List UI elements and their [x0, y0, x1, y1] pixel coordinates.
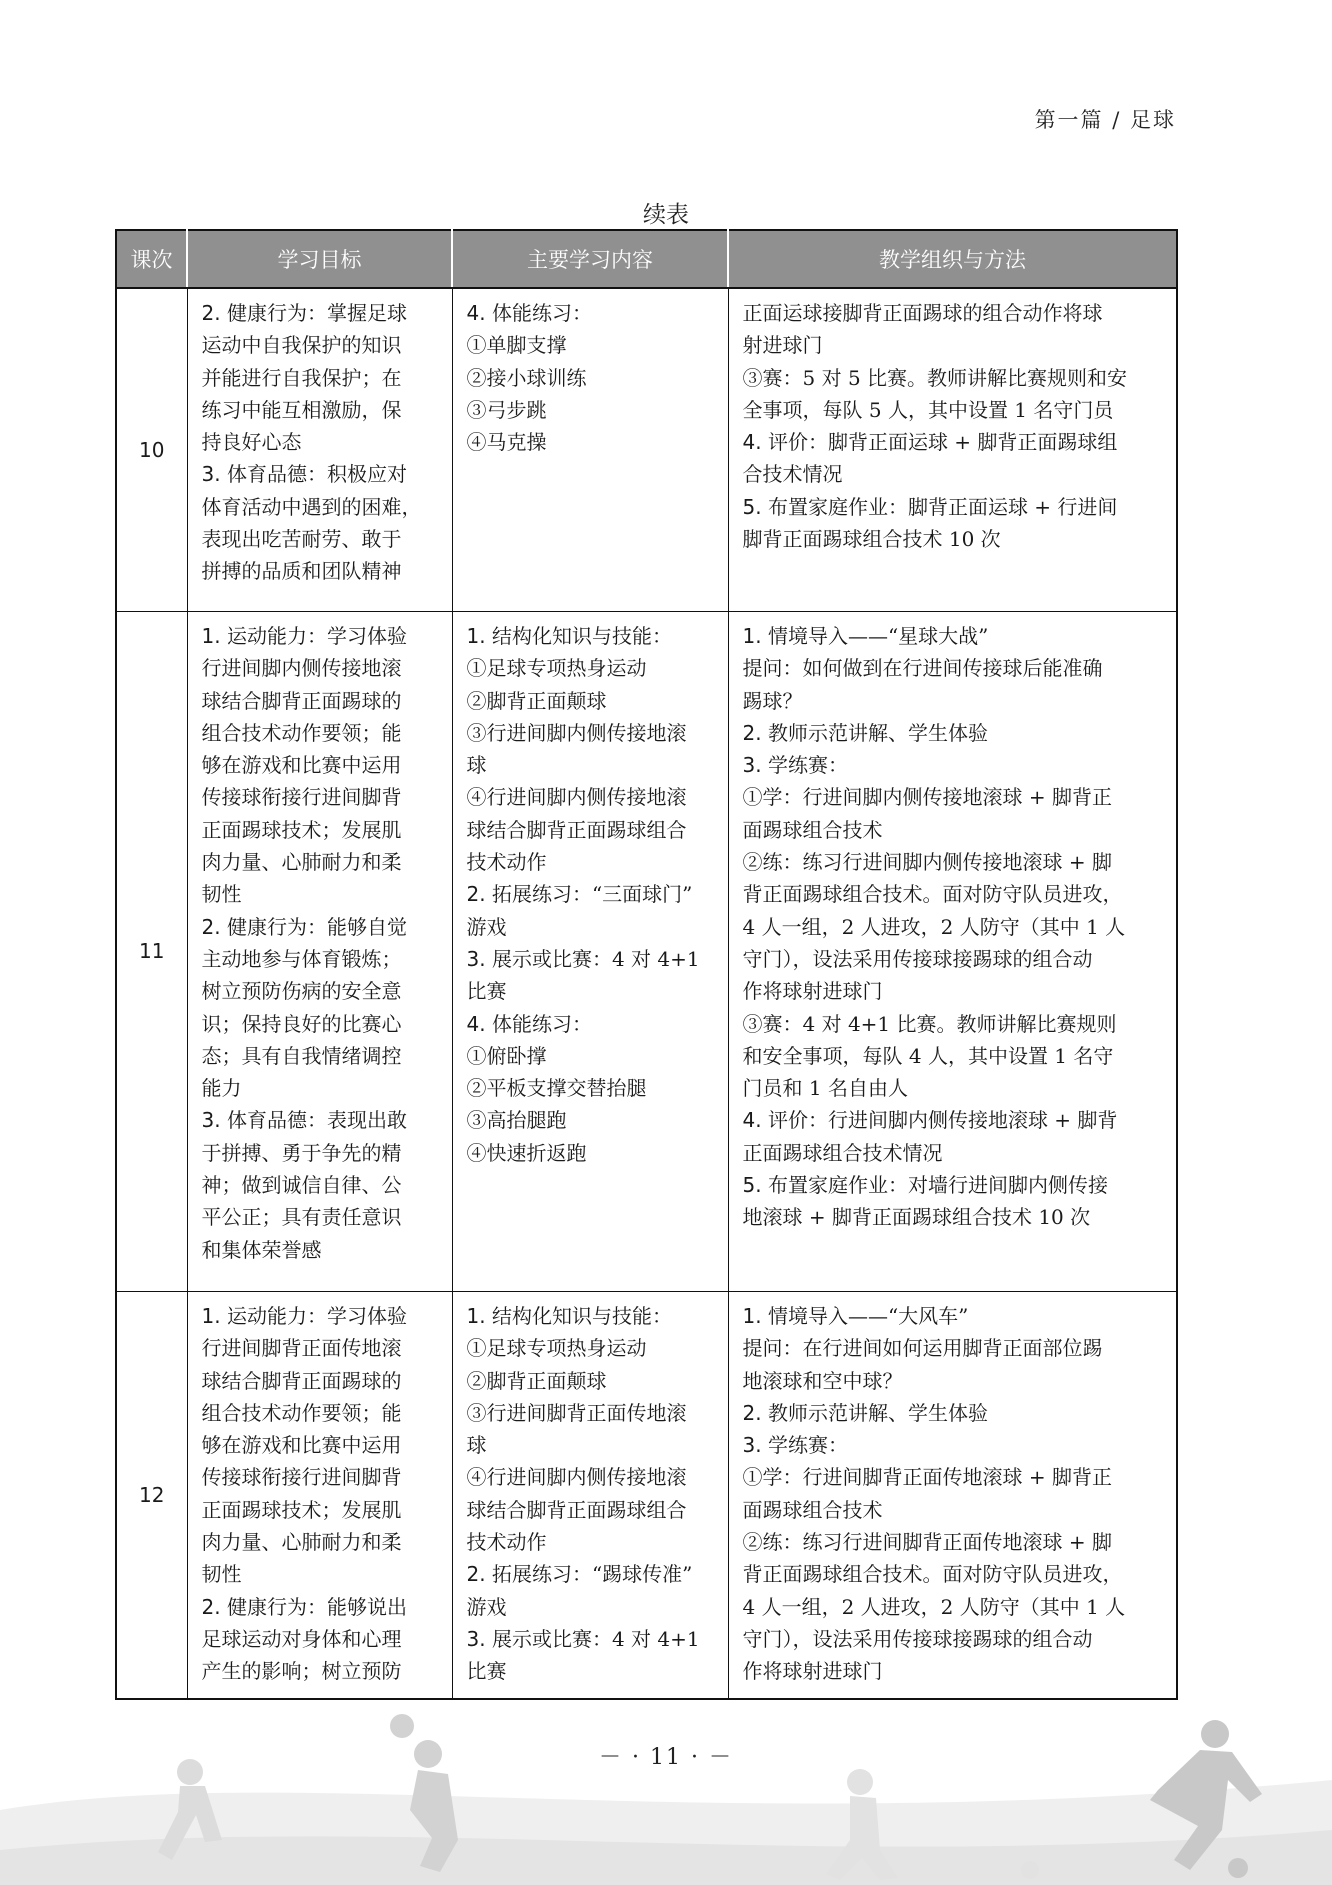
cell-text-line: [743, 491, 1167, 523]
cell-text-line: [743, 297, 1167, 329]
item-text: 4 人一组，2 人进攻，2 人防守（其中 1 人: [742, 1594, 1126, 1619]
item-text: 球结合脚背正面踢球组合: [466, 1497, 687, 1522]
cell-text-line: [202, 1526, 442, 1558]
item-text: 运动中自我保护的知识: [201, 333, 402, 358]
item-text: 体育活动中遇到的困难，: [201, 494, 422, 519]
item-text: 持良好心态: [201, 430, 302, 455]
page-number: － · 11 · －: [599, 1745, 733, 1770]
item-text: 够在游戏和比赛中运用: [201, 753, 402, 778]
item-text: ③行进间脚背正面传地滚: [466, 1400, 687, 1425]
item-label: 2. 健康行为: [201, 1594, 307, 1619]
item-text: ：学习体验: [306, 624, 407, 648]
methods-cell: [728, 288, 1177, 612]
item-text: ：能够自觉: [306, 914, 407, 939]
item-text: 于拼搏、勇于争先的精: [201, 1140, 402, 1165]
cell-text-line: [202, 1655, 442, 1687]
cell-text-line: [743, 943, 1167, 975]
table-caption: 续表: [643, 202, 689, 228]
cell-text-line: [467, 878, 718, 910]
cell-text-line: [467, 394, 718, 426]
item-label: 3. 体育品德: [201, 1108, 307, 1133]
item-label: 2. 教师示范讲解、学生体验: [742, 720, 988, 745]
item-text: ：表现出敢: [306, 1108, 407, 1133]
item-text: 练习中能互相激励，保: [201, 397, 402, 422]
item-text: ②接小球训练: [466, 365, 587, 390]
cell-text-line: [202, 943, 442, 975]
item-text: 主动地参与体育锻炼；: [201, 946, 402, 971]
cell-text-line: [467, 1526, 718, 1558]
item-text: ：: [651, 1304, 672, 1328]
item-text: 技术动作: [466, 1530, 547, 1555]
item-text: ——“星球大战”: [847, 624, 989, 648]
cell-text-line: [202, 491, 442, 523]
item-text: 韧性: [201, 1562, 242, 1587]
item-text: 面踢球组合技术: [742, 817, 883, 842]
cell-text-line: [467, 1623, 718, 1655]
item-text: ：“三面球门”: [571, 882, 693, 907]
methods-cell: [728, 612, 1177, 1292]
cell-text-line: [202, 1365, 442, 1397]
cell-text-line: [743, 426, 1167, 458]
cell-text-line: [467, 1040, 718, 1072]
cell-text-line: [202, 1104, 442, 1136]
table-row: [116, 1292, 1177, 1700]
item-text: 神；做到诚信自律、公: [201, 1173, 402, 1198]
item-text: ：: [827, 753, 848, 778]
item-text: ④快速折返跑: [466, 1140, 587, 1165]
cell-text-line: [202, 1300, 442, 1332]
cell-text-line: [202, 1169, 442, 1201]
methods-cell: [728, 1292, 1177, 1700]
cell-text-line: [743, 620, 1167, 652]
lesson-number-cell: 12: [116, 1292, 187, 1700]
item-text: ：掌握足球: [306, 301, 407, 325]
item-text: ：4 对 4+1: [591, 1626, 700, 1651]
cell-text-line: [743, 717, 1167, 749]
footer-football-silhouettes: [0, 1690, 1332, 1885]
cell-text-line: [202, 1623, 442, 1655]
cell-text-line: [202, 1397, 442, 1429]
cell-text-line: [467, 749, 718, 781]
item-text: 作将球射进球门: [742, 979, 883, 1004]
cell-text-line: [743, 1461, 1167, 1493]
item-text: 地滚球 + 脚背正面踢球组合技术 10 次: [742, 1205, 1091, 1230]
cell-text-line: [467, 1494, 718, 1526]
cell-text-line: [743, 523, 1167, 555]
cell-text-line: [202, 523, 442, 555]
item-text: 球结合脚背正面踢球组合: [466, 817, 687, 842]
cell-text-line: [202, 685, 442, 717]
item-text: 行进间脚内侧传接地滚: [201, 656, 402, 681]
item-text: ：脚背正面运球 + 行进间: [887, 494, 1118, 519]
item-label: 1. 运动能力: [201, 1304, 307, 1328]
cell-text-line: [202, 1591, 442, 1623]
item-label: 2. 教师示范讲解、学生体验: [742, 1400, 988, 1425]
cell-text-line: [743, 781, 1167, 813]
item-text: 拼搏的品质和团队精神: [201, 559, 402, 584]
item-text: ：4 对 4+1: [591, 946, 700, 971]
cell-text-line: [467, 685, 718, 717]
cell-text-line: [202, 1461, 442, 1493]
item-text: 作将球射进球门: [742, 1659, 883, 1684]
cell-text-line: [467, 1072, 718, 1104]
cell-text-line: [202, 1558, 442, 1590]
cell-text-line: [467, 426, 718, 458]
cell-text-line: [467, 1397, 718, 1429]
cell-text-line: [202, 1008, 442, 1040]
cell-text-line: [467, 329, 718, 361]
cell-text-line: [467, 1300, 718, 1332]
item-text: ：脚背正面运球 + 脚背正面踢球组: [807, 430, 1118, 455]
item-text: ：能够说出: [306, 1594, 407, 1619]
item-text: 传接球衔接行进间脚背: [201, 785, 402, 810]
item-text: ①足球专项热身运动: [466, 1336, 647, 1361]
item-text: ④马克操: [466, 430, 547, 455]
cell-text-line: [467, 943, 718, 975]
item-text: 韧性: [201, 882, 242, 907]
item-text: 正面运球接脚背正面踢球的组合动作将球: [742, 301, 1103, 325]
cell-text-line: [202, 878, 442, 910]
item-text: 树立预防伤病的安全意: [201, 979, 402, 1004]
cell-text-line: [467, 1008, 718, 1040]
table-row: [116, 288, 1177, 612]
item-text: 踢球？: [742, 688, 803, 713]
cell-text-line: [202, 846, 442, 878]
cell-text-line: [743, 846, 1167, 878]
cell-text-line: [743, 1169, 1167, 1201]
item-label: 5. 布置家庭作业: [742, 1173, 888, 1198]
cell-text-line: [743, 1300, 1167, 1332]
cell-text-line: [202, 652, 442, 684]
cell-text-line: [743, 975, 1167, 1007]
item-text: 和安全事项，每队 4 人，其中设置 1 名守: [742, 1043, 1114, 1068]
cell-text-line: [467, 975, 718, 1007]
item-label: 2. 拓展练习: [466, 1562, 572, 1587]
cell-text-line: [743, 1591, 1167, 1623]
cell-text-line: [202, 394, 442, 426]
item-text: 传接球衔接行进间脚背: [201, 1465, 402, 1490]
item-text: ②练：练习行进间脚背正面传地滚球 + 脚: [742, 1530, 1112, 1555]
cell-text-line: [743, 814, 1167, 846]
cell-text-line: [743, 1365, 1167, 1397]
item-text: 技术动作: [466, 850, 547, 875]
cell-text-line: [467, 1104, 718, 1136]
item-text: 球: [466, 753, 487, 778]
item-text: 地滚球和空中球？: [742, 1368, 903, 1393]
cell-text-line: [467, 652, 718, 684]
item-text: ：学习体验: [306, 1304, 407, 1328]
cell-text-line: [743, 1104, 1167, 1136]
item-text: ：: [827, 1433, 848, 1458]
cell-text-line: [202, 329, 442, 361]
item-text: ：对墙行进间脚内侧传接: [887, 1173, 1108, 1198]
cell-text-line: [202, 1429, 442, 1461]
column-header-content: 主要学习内容: [452, 230, 728, 288]
item-text: 背正面踢球组合技术。面对防守队员进攻，: [742, 1562, 1123, 1587]
cell-text-line: [202, 911, 442, 943]
item-text: ③弓步跳: [466, 397, 547, 422]
item-text: 正面踢球技术；发展肌: [201, 1497, 402, 1522]
content-cell: [452, 612, 728, 1292]
cell-text-line: [743, 1429, 1167, 1461]
cell-text-line: [743, 1526, 1167, 1558]
item-label: 3. 展示或比赛: [466, 1626, 592, 1651]
item-text: 游戏: [466, 914, 507, 939]
item-text: 肉力量、心肺耐力和柔: [201, 850, 402, 875]
item-text: 球结合脚背正面踢球的: [201, 1368, 402, 1393]
item-text: 肉力量、心肺耐力和柔: [201, 1530, 402, 1555]
item-text: ②脚背正面颠球: [466, 688, 607, 713]
goals-cell: [187, 288, 452, 612]
cell-text-line: [743, 1201, 1167, 1233]
item-text: ：: [571, 1011, 592, 1036]
item-text: ：: [571, 301, 592, 325]
cell-text-line: [467, 1461, 718, 1493]
item-label: 1. 结构化知识与技能: [466, 1304, 652, 1328]
cell-text-line: [743, 1558, 1167, 1590]
cell-text-line: [743, 1332, 1167, 1364]
content-cell: [452, 1292, 728, 1700]
item-text: ②平板支撑交替抬腿: [466, 1076, 647, 1101]
column-header-lesson: 课次: [116, 230, 187, 288]
cell-text-line: [743, 1008, 1167, 1040]
cell-text-line: [467, 814, 718, 846]
cell-text-line: [202, 717, 442, 749]
item-text: 并能进行自我保护；在: [201, 365, 402, 390]
item-label: 1. 情境导入: [742, 1304, 848, 1328]
cell-text-line: [467, 1558, 718, 1590]
item-label: 4. 体能练习: [466, 1011, 572, 1036]
item-label: 3. 展示或比赛: [466, 946, 592, 971]
item-text: 比赛: [466, 979, 507, 1004]
cell-text-line: [202, 555, 442, 587]
item-text: 组合技术动作要领；能: [201, 1400, 402, 1425]
item-text: 脚背正面踢球组合技术 10 次: [742, 527, 1001, 552]
item-text: ③赛：5 对 5 比赛。教师讲解比赛规则和安: [742, 365, 1128, 390]
item-text: ②脚背正面颠球: [466, 1368, 607, 1393]
cell-text-line: [202, 297, 442, 329]
cell-text-line: [202, 426, 442, 458]
item-text: ①单脚支撑: [466, 333, 567, 358]
cell-text-line: [202, 781, 442, 813]
cell-text-line: [743, 1397, 1167, 1429]
item-text: 能力: [201, 1076, 242, 1101]
cell-text-line: [467, 362, 718, 394]
item-text: 门员和 1 名自由人: [742, 1076, 908, 1101]
cell-text-line: [467, 911, 718, 943]
item-label: 2. 拓展练习: [466, 882, 572, 907]
cell-text-line: [467, 1429, 718, 1461]
column-header-goals: 学习目标: [187, 230, 452, 288]
cell-text-line: [743, 1137, 1167, 1169]
cell-text-line: [743, 1655, 1167, 1687]
cell-text-line: [467, 1137, 718, 1169]
cell-text-line: [743, 911, 1167, 943]
cell-text-line: [202, 749, 442, 781]
cell-text-line: [743, 458, 1167, 490]
item-text: 球: [466, 1433, 487, 1458]
cell-text-line: [743, 652, 1167, 684]
item-text: ①学：行进间脚背正面传地滚球 + 脚背正: [742, 1465, 1112, 1490]
item-text: 射进球门: [742, 333, 823, 358]
item-text: ①足球专项热身运动: [466, 656, 647, 681]
cell-text-line: [467, 1591, 718, 1623]
cell-text-line: [743, 1494, 1167, 1526]
cell-text-line: [202, 975, 442, 1007]
cell-text-line: [743, 1623, 1167, 1655]
cell-text-line: [202, 1137, 442, 1169]
item-text: 和集体荣誉感: [201, 1237, 322, 1262]
cell-text-line: [743, 329, 1167, 361]
item-text: ：“踢球传准”: [571, 1562, 693, 1587]
content-cell: [452, 288, 728, 612]
item-text: 守门），设法采用传接球接踢球的组合动: [742, 1626, 1093, 1651]
column-header-methods: 教学组织与方法: [728, 230, 1177, 288]
item-text: 正面踢球组合技术情况: [742, 1140, 943, 1165]
item-text: 足球运动对身体和心理: [201, 1626, 402, 1651]
cell-text-line: [743, 1040, 1167, 1072]
running-header: 第一篇 / 足球: [1034, 108, 1176, 132]
cell-text-line: [743, 1072, 1167, 1104]
cell-text-line: [202, 1040, 442, 1072]
item-text: ④行进间脚内侧传接地滚: [466, 1465, 687, 1490]
item-text: 正面踢球技术；发展肌: [201, 817, 402, 842]
item-text: ——“大风车”: [847, 1304, 969, 1328]
item-text: ：: [651, 624, 672, 648]
goals-cell: [187, 612, 452, 1292]
item-text: 表现出吃苦耐劳、敢于: [201, 527, 402, 552]
item-label: 3. 学练赛: [742, 753, 828, 778]
item-text: ③赛：4 对 4+1 比赛。教师讲解比赛规则: [742, 1011, 1117, 1036]
item-text: ③行进间脚内侧传接地滚: [466, 720, 687, 745]
cell-text-line: [202, 458, 442, 490]
item-text: 背正面踢球组合技术。面对防守队员进攻，: [742, 882, 1123, 907]
cell-text-line: [202, 1234, 442, 1266]
cell-text-line: [467, 781, 718, 813]
lesson-number-cell: 10: [116, 288, 187, 612]
item-text: ④行进间脚内侧传接地滚: [466, 785, 687, 810]
item-text: ①俯卧撑: [466, 1043, 547, 1068]
item-label: 1. 结构化知识与技能: [466, 624, 652, 648]
cell-text-line: [202, 1072, 442, 1104]
cell-text-line: [202, 1201, 442, 1233]
cell-text-line: [202, 1332, 442, 1364]
item-label: 2. 健康行为: [201, 301, 307, 325]
goals-cell: [187, 1292, 452, 1700]
item-label: 1. 情境导入: [742, 624, 848, 648]
item-text: 识；保持良好的比赛心: [201, 1011, 402, 1036]
item-label: 4. 体能练习: [466, 301, 572, 325]
item-text: 提问：如何做到在行进间传接球后能准确: [742, 656, 1103, 681]
cell-text-line: [467, 1655, 718, 1687]
item-label: 3. 学练赛: [742, 1433, 828, 1458]
item-label: 1. 运动能力: [201, 624, 307, 648]
cell-text-line: [743, 362, 1167, 394]
item-label: 2. 健康行为: [201, 914, 307, 939]
item-text: ：积极应对: [306, 462, 407, 487]
cell-text-line: [467, 1365, 718, 1397]
item-text: 产生的影响；树立预防: [201, 1659, 402, 1684]
cell-text-line: [202, 814, 442, 846]
cell-text-line: [202, 1494, 442, 1526]
cell-text-line: [467, 717, 718, 749]
item-text: 态；具有自我情绪调控: [201, 1043, 402, 1068]
table-header-row: [116, 230, 1177, 288]
cell-text-line: [467, 297, 718, 329]
cell-text-line: [202, 362, 442, 394]
lesson-plan-table: [115, 229, 1178, 1700]
item-text: 比赛: [466, 1659, 507, 1684]
item-label: 3. 体育品德: [201, 462, 307, 487]
cell-text-line: [743, 394, 1167, 426]
item-text: 合技术情况: [742, 462, 843, 487]
table-row: [116, 612, 1177, 1292]
cell-text-line: [743, 749, 1167, 781]
item-text: 组合技术动作要领；能: [201, 720, 402, 745]
item-text: 游戏: [466, 1594, 507, 1619]
lesson-number-cell: 11: [116, 612, 187, 1292]
item-label: 5. 布置家庭作业: [742, 494, 888, 519]
item-text: 行进间脚背正面传地滚: [201, 1336, 402, 1361]
item-text: ①学：行进间脚内侧传接地滚球 + 脚背正: [742, 785, 1112, 810]
item-text: 平公正；具有责任意识: [201, 1205, 402, 1230]
cell-text-line: [467, 1332, 718, 1364]
item-text: 球结合脚背正面踢球的: [201, 688, 402, 713]
item-text: 面踢球组合技术: [742, 1497, 883, 1522]
item-text: 提问：在行进间如何运用脚背正面部位踢: [742, 1336, 1103, 1361]
item-text: 够在游戏和比赛中运用: [201, 1433, 402, 1458]
item-label: 4. 评价: [742, 1108, 808, 1133]
item-text: 全事项，每队 5 人，其中设置 1 名守门员: [742, 397, 1114, 422]
cell-text-line: [467, 620, 718, 652]
item-text: ②练：练习行进间脚内侧传接地滚球 + 脚: [742, 850, 1112, 875]
item-text: 4 人一组，2 人进攻，2 人防守（其中 1 人: [742, 914, 1126, 939]
item-text: ③高抬腿跑: [466, 1108, 567, 1133]
cell-text-line: [743, 685, 1167, 717]
cell-text-line: [202, 620, 442, 652]
item-text: ：行进间脚内侧传接地滚球 + 脚背: [807, 1108, 1118, 1133]
item-label: 4. 评价: [742, 430, 808, 455]
cell-text-line: [467, 846, 718, 878]
item-text: 守门），设法采用传接球接踢球的组合动: [742, 946, 1093, 971]
cell-text-line: [743, 878, 1167, 910]
